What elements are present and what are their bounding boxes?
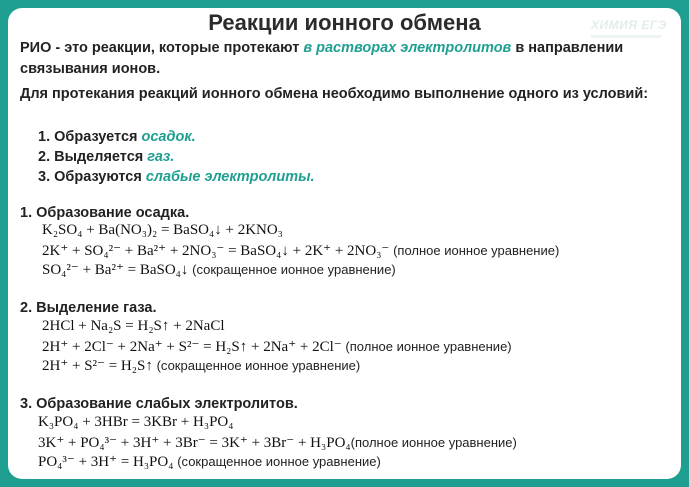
condition-paragraph: Для протекания реакций ионного обмена необходимо выполнение одного из условий: [20,86,649,102]
equation-line: 2HCl + Na₂S = H₂S↑ + 2NaCl [42,318,225,334]
section-heading: 1. Образование осадка. [20,205,190,221]
list-item: 1. Образуется осадок. [38,129,196,145]
equation-line: K₃PO₄ + 3HBr = 3KBr + H₃PO₄ [38,414,234,430]
equation-line: 2H⁺ + 2Cl⁻ + 2Na⁺ + S²⁻ = H₂S↑ + 2Na⁺ + 2Cl⁻ (полное ионное уравнение) [42,339,512,355]
conditions-list [38,127,315,187]
page-title: Реакции ионного обмена [208,10,481,35]
list-item: 3. Образуются слабые электролиты. [38,169,315,185]
equation-line: 3K⁺ + PO₄³⁻ + 3H⁺ + 3Br⁻ = 3K⁺ + 3Br⁻ + H₃PO₄(полное ионное уравнение) [38,435,517,451]
intro-accent: в растворах электролитов [303,40,512,56]
section-heading: 3. Образование слабых электролитов. [20,396,298,412]
intro-text-before: - это реакции, которые протекают [51,40,304,56]
equation-line: 2H⁺ + S²⁻ = H₂S↑ (сокращенное ионное уравнение) [42,358,361,374]
equation-line: PO₄³⁻ + 3H⁺ = H₃PO₄ (сокращенное ионное уравнение) [38,454,381,470]
logo-watermark: ХИМИЯ ЕГЭ [591,18,667,38]
equation-line: SO₄²⁻ + Ba²⁺ = BaSO₄↓ (сокращенное ионное уравнение) [42,262,396,278]
content-card [8,8,681,479]
equation-line: K₂SO₄ + Ba(NO₃)₂ = BaSO₄↓ + 2KNO₃ [42,222,283,238]
section-heading: 2. Выделение газа. [20,300,157,316]
intro-lead: РИО [20,40,52,56]
list-item: 2. Выделяется газ. [38,149,175,165]
intro-paragraph [20,38,640,80]
equation-line: 2K⁺ + SO₄²⁻ + Ba²⁺ + 2NO₃⁻ = BaSO₄↓ + 2K⁺ + 2NO₃⁻ (полное ионное уравнение) [42,243,560,259]
intro-text-after: в направлении связывания ионов. [20,40,624,77]
